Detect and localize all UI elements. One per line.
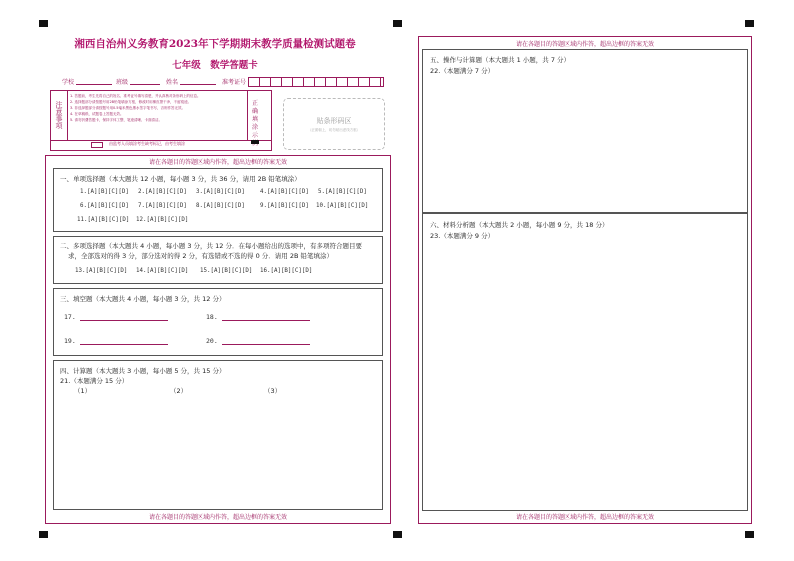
name-label: 姓名 [166, 79, 179, 86]
q22-label: 22.（本题满分 7 分） [430, 67, 495, 75]
registration-mark [39, 20, 48, 27]
school-label: 学校 [62, 79, 75, 86]
boundary-notice-bottom: 请在各题目的答题区域内作答，超出边框的答案无效 [148, 514, 287, 521]
q19-label: 19. [64, 337, 76, 345]
q21-part2: （2） [170, 387, 188, 395]
class-input[interactable] [130, 84, 160, 85]
notice-item: 3. 非选择题部分请按题号用0.5毫米黑色墨水签字笔书写，否则作答无效。 [70, 106, 186, 110]
registration-mark [393, 531, 402, 538]
section-fill-blank [53, 288, 383, 356]
section-heading: 二、多项选择题（本大题共 4 小题，每小题 3 分，共 12 分．在每小题给出的选项中，有多项符合题目要 [60, 242, 362, 250]
notice-footer: 由监考人员填涂考生缺考标记，由考生填涂 [109, 141, 185, 146]
section-heading: 三、填空题（本大题共 4 小题，每小题 3 分，共 12 分） [60, 295, 226, 303]
school-input[interactable] [76, 84, 112, 85]
section-material-analysis [422, 213, 748, 511]
answer-writing-area[interactable] [427, 244, 741, 504]
section-heading: 五、操作与计算题（本大题共 1 小题，共 7 分） [430, 56, 571, 64]
q17-answer-line[interactable] [80, 320, 168, 321]
q17-label: 17. [64, 313, 76, 321]
barcode-title: 贴条形码区 [316, 117, 352, 125]
answer-sheet-subtitle: 七年级 数学答题卡 [172, 60, 258, 71]
choice-q9[interactable]: 9.[A][B][C][D] [260, 203, 309, 209]
q20-label: 20. [206, 337, 218, 345]
q18-label: 18. [206, 313, 218, 321]
registration-mark [745, 531, 754, 538]
choice-q12[interactable]: 12.[A][B][C][D] [136, 217, 189, 223]
notice-box [50, 90, 272, 151]
barcode-note: （正面朝上，切勿贴出虚线方框） [307, 128, 361, 132]
fill-example [246, 100, 268, 148]
boundary-notice-top: 请在各题目的答题区域内作答，超出边框的答案无效 [515, 41, 654, 48]
choice-q15[interactable]: 15.[A][B][C][D] [200, 268, 253, 274]
section-heading-cont: 求，全部选对的得 3 分，部分选对的得 2 分，有选错或不选的得 0 分．请用 2B 铅笔填涂） [68, 252, 334, 260]
absent-mark-box[interactable] [91, 142, 103, 148]
section-calculation [53, 360, 383, 510]
exam-title: 湘西自治州义务教育2023年下学期期末教学质量检测试题卷 [74, 38, 356, 50]
q23-label: 23.（本题满分 9 分） [430, 232, 495, 240]
fill-example-label: 正确填涂示 [252, 100, 259, 139]
registration-mark [393, 20, 402, 27]
boundary-notice-top: 请在各题目的答题区域内作答，超出边框的答案无效 [148, 159, 287, 166]
registration-mark [39, 531, 48, 538]
section-heading: 四、计算题（本大题共 3 小题，每小题 5 分，共 15 分） [60, 367, 226, 375]
answer-writing-area[interactable] [58, 397, 378, 505]
section-operation [422, 49, 748, 213]
notice-item: 5. 请勿折叠答题卡，保持字体工整、笔迹清晰、卡面清洁。 [70, 118, 162, 122]
exam-no-boxes[interactable] [248, 77, 384, 87]
notice-item: 2. 选择题部分请按题号用2B铅笔填涂方框，修改时用橡皮擦干净，不留痕迹。 [70, 100, 192, 104]
choice-q7[interactable]: 7.[A][B][C][D] [138, 203, 187, 209]
choice-q5[interactable]: 5.[A][B][C][D] [318, 189, 367, 195]
notice-item: 4. 在草稿纸、试题卷上答题无效。 [70, 112, 124, 116]
section-multi-choice [53, 236, 383, 284]
section-heading: 六、材料分析题（本大题共 2 小题，每小题 9 分，共 18 分） [430, 221, 609, 229]
choice-q2[interactable]: 2.[A][B][C][D] [138, 189, 187, 195]
choice-q8[interactable]: 8.[A][B][C][D] [196, 203, 245, 209]
boundary-notice-bottom: 请在各题目的答题区域内作答，超出边框的答案无效 [515, 514, 654, 521]
right-answer-area [418, 36, 752, 524]
choice-q6[interactable]: 6.[A][B][C][D] [80, 203, 129, 209]
choice-q3[interactable]: 3.[A][B][C][D] [196, 189, 245, 195]
barcode-area [283, 98, 385, 150]
answer-writing-area[interactable] [427, 78, 741, 208]
q21-part3: （3） [264, 387, 282, 395]
q21-label: 21.（本题满分 15 分） [60, 377, 129, 385]
choice-q13[interactable]: 13.[A][B][C][D] [75, 268, 128, 274]
filled-box-icon [251, 140, 259, 144]
q19-answer-line[interactable] [80, 344, 168, 345]
registration-mark [745, 20, 754, 27]
q21-part1: （1） [74, 387, 92, 395]
choice-q10[interactable]: 10.[A][B][C][D] [316, 203, 369, 209]
choice-q11[interactable]: 11.[A][B][C][D] [77, 217, 130, 223]
exam-no-label: 准考证号 [222, 79, 247, 86]
name-input[interactable] [180, 84, 216, 85]
section-heading: 一、单项选择题（本大题共 12 小题，每小题 3 分，共 36 分，请用 2B 铅笔填涂） [60, 175, 301, 183]
q18-answer-line[interactable] [222, 320, 310, 321]
choice-q14[interactable]: 14.[A][B][C][D] [136, 268, 189, 274]
choice-q4[interactable]: 4.[A][B][C][D] [260, 189, 309, 195]
choice-q1[interactable]: 1.[A][B][C][D] [80, 189, 129, 195]
class-label: 班级 [116, 79, 129, 86]
section-single-choice [53, 168, 383, 232]
notice-item: 1. 答题前，考生先将自己的姓名、准考证号填写清楚，并认真核对条形码上的信息。 [70, 94, 201, 98]
info-fields [62, 77, 382, 87]
choice-q16[interactable]: 16.[A][B][C][D] [260, 268, 313, 274]
q20-answer-line[interactable] [222, 344, 310, 345]
notice-label: 注意事项 [55, 101, 63, 129]
left-answer-area [45, 155, 391, 524]
